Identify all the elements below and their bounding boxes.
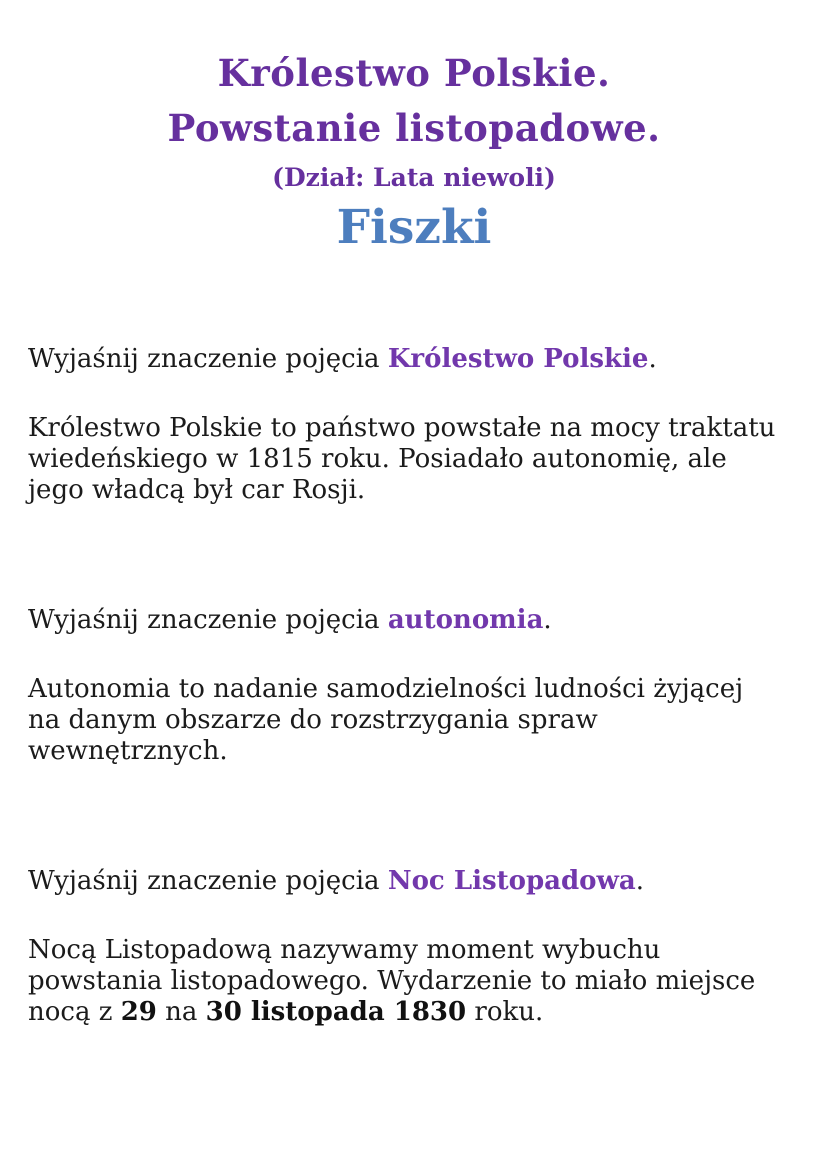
- answer-line: Autonomia to nadanie samodzielności ludności żyjącej: [28, 674, 744, 704]
- term-highlight: autonomia: [387, 605, 544, 635]
- answer-text: [28, 413, 800, 506]
- answer-text: [28, 935, 800, 1028]
- question-prefix: Wyjaśnij znaczenie pojęcia: [28, 866, 388, 896]
- flashcard-autonomia: [28, 605, 800, 767]
- question-suffix: .: [543, 605, 552, 635]
- question-suffix: .: [648, 344, 657, 374]
- answer-segment: roku.: [466, 997, 544, 1027]
- answer-date-30-listopada-1830: 30 listopada 1830: [205, 997, 467, 1027]
- answer-line: [28, 997, 800, 1028]
- answer-line: Nocą Listopadową nazywamy moment wybuchu: [28, 935, 661, 965]
- doc-type-heading: Fiszki: [336, 200, 492, 255]
- term-highlight: Królestwo Polskie: [387, 344, 649, 374]
- question-text: [28, 866, 800, 897]
- answer-text: [28, 674, 800, 767]
- flashcards-list: [0, 344, 828, 1028]
- term-highlight: Noc Listopadowa: [387, 866, 636, 896]
- page-subtitle: (Dział: Lata niewoli): [272, 163, 556, 192]
- flashcard-noc-listopadowa: [28, 866, 800, 1028]
- flashcard-krolestwo-polskie: [28, 344, 800, 506]
- answer-line: wiedeńskiego w 1815 roku. Posiadało autonomię, ale: [28, 444, 727, 474]
- question-prefix: Wyjaśnij znaczenie pojęcia: [28, 605, 388, 635]
- question-prefix: Wyjaśnij znaczenie pojęcia: [28, 344, 388, 374]
- page-title-line-2: Powstanie listopadowe.: [167, 106, 661, 150]
- answer-line: Królestwo Polskie to państwo powstałe na mocy traktatu: [28, 413, 776, 443]
- question-text: [28, 605, 800, 636]
- page-title-line-1: Królestwo Polskie.: [217, 51, 611, 95]
- answer-segment: nocą z: [28, 997, 121, 1027]
- answer-line: powstania listopadowego. Wydarzenie to miało miejsce: [28, 966, 756, 996]
- question-text: [28, 344, 800, 375]
- document-header: [0, 0, 828, 258]
- question-suffix: .: [635, 866, 645, 896]
- answer-line: wewnętrznych.: [28, 736, 228, 766]
- answer-line: jego władcą był car Rosji.: [28, 475, 366, 505]
- answer-line: na danym obszarze do rozstrzygania spraw: [28, 705, 598, 735]
- answer-date-29: 29: [120, 997, 157, 1027]
- answer-segment: na: [156, 997, 206, 1027]
